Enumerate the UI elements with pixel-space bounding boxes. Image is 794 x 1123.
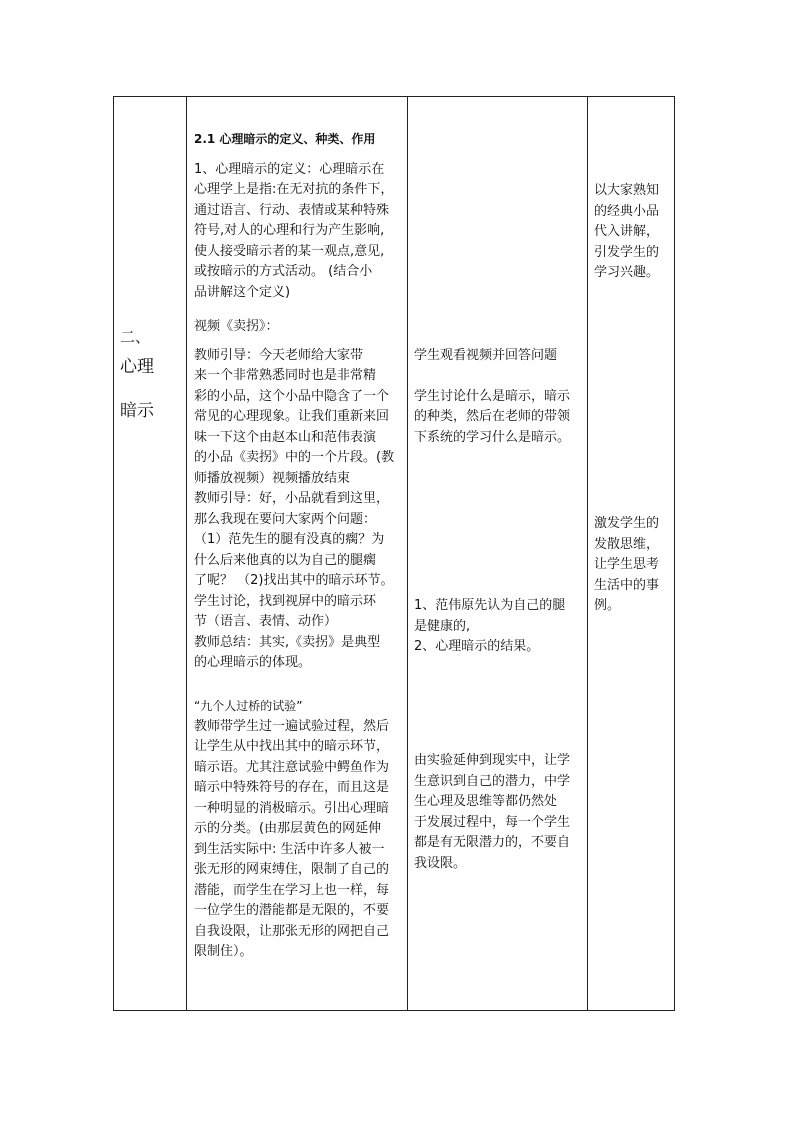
definition-line: 通过语言、行动、表情或某种特殊: [194, 203, 390, 218]
guide-line: （1）范先生的腿有没真的瘸？为: [194, 532, 385, 547]
definition-line: 心理学上是指:在无对抗的条件下，: [194, 182, 394, 197]
guide-line: 什么后来他真的以为自己的腿瘸: [194, 553, 377, 568]
student-extend-line: 我设限。: [414, 856, 467, 871]
guide-line: 学生讨论，找到视屏中的暗示环: [194, 594, 377, 609]
guide-line: 的心理暗示的体现。: [194, 655, 312, 670]
student-discuss-line: 学生讨论什么是暗示，暗示: [414, 389, 571, 404]
guide-line: 了呢？ （2)找出其中的暗示环节。: [194, 573, 394, 588]
experiment-title: “九个人过桥的试验”: [194, 699, 303, 713]
guide-line: 教师总结：其实,《卖拐》是典型: [194, 635, 381, 650]
section-number: 二、: [120, 328, 151, 346]
intent-line: 的经典小品: [594, 204, 660, 219]
definition-line: 或按暗示的方式活动。 (结合小: [194, 264, 373, 279]
experiment-line: 暗示语。尤其注意试验中鳄鱼作为: [194, 760, 390, 775]
intent-line: 代入讲解，: [594, 224, 660, 239]
student-answer-line: 1、范伟原先认为自己的腿: [414, 598, 566, 613]
content-heading: 2.1 心理暗示的定义、种类、作用: [194, 132, 376, 146]
column-divider: [186, 97, 187, 1010]
intent-line: 学习兴趣。: [594, 265, 660, 280]
student-extend-line: 都是有无限潜力的，不要自: [414, 835, 571, 850]
intent-line: 例。: [594, 598, 621, 613]
definition-line: 符号,对人的心理和行为产生影响,: [194, 223, 385, 238]
student-answer-line: 是健康的,: [414, 619, 471, 634]
video-title: 视频《卖拐》：: [194, 319, 279, 334]
experiment-line: 一位学生的潜能都是无限的，不要: [194, 903, 390, 918]
section-title-line1: 心理: [120, 357, 154, 377]
experiment-line: 自我设限，让那张无形的网把自己: [194, 924, 390, 939]
experiment-line: 暗示中特殊符号的存在，而且这是: [194, 780, 390, 795]
student-extend-line: 于发展过程中，每一个学生: [414, 815, 571, 830]
definition-line: 1、心理暗示的定义：心理暗示在: [194, 162, 385, 177]
student-watch: 学生观看视频并回答问题: [414, 348, 558, 363]
student-answer-line: 2、心理暗示的结果。: [414, 639, 540, 654]
column-divider: [587, 97, 588, 1010]
guide-line: 师播放视频）视频播放结束: [194, 471, 351, 486]
student-extend-line: 生意识到自己的潜力，中学: [414, 774, 571, 789]
section-title-line2: 暗示: [120, 401, 154, 421]
guide-line: 彩的小品，这个小品中隐含了一个: [194, 389, 390, 404]
intent-line: 激发学生的: [594, 516, 660, 531]
guide-line: 教师引导：好，小品就看到这里，: [194, 491, 390, 506]
experiment-line: 一种明显的消极暗示。引出心理暗: [194, 801, 390, 816]
definition-line: 使人接受暗示者的某一观点,意见,: [194, 244, 385, 259]
student-discuss-line: 下系统的学习什么是暗示。: [414, 430, 571, 445]
guide-line: 的小品《卖拐》中的一个片段。(教: [194, 450, 395, 465]
intent-line: 让学生思考: [594, 557, 660, 572]
experiment-line: 限制住）。: [194, 944, 253, 959]
guide-line: 味一下这个由赵本山和范伟表演: [194, 430, 377, 445]
intent-line: 引发学生的: [594, 245, 660, 260]
experiment-line: 示的分类。(由那层黄色的网延伸: [194, 821, 382, 836]
guide-line: 来一个非常熟悉同时也是非常精: [194, 368, 377, 383]
intent-line: 发散思维，: [594, 537, 660, 552]
student-extend-line: 由实验延伸到现实中，让学: [414, 753, 571, 768]
intent-line: 生活中的事: [594, 578, 660, 593]
column-divider: [407, 97, 408, 1010]
definition-line: 品讲解这个定义): [194, 285, 291, 300]
experiment-line: 教师带学生过一遍试验过程，然后: [194, 719, 390, 734]
student-extend-line: 生心理及思维等都仍然处: [414, 794, 558, 809]
guide-line: 教师引导：今天老师给大家带: [194, 348, 364, 363]
experiment-line: 潜能，而学生在学习上也一样，每: [194, 883, 390, 898]
student-discuss-line: 的种类，然后在老师的带领: [414, 409, 571, 424]
experiment-line: 张无形的网束缚住，限制了自己的: [194, 862, 390, 877]
intent-line: 以大家熟知: [594, 183, 660, 198]
experiment-line: 让学生从中找出其中的暗示环节，: [194, 739, 390, 754]
guide-line: 节（语言、表情、动作）: [194, 614, 338, 629]
experiment-line: 到生活实际中: 生活中许多人被一: [194, 842, 385, 857]
guide-line: 那么我现在要问大家两个问题：: [194, 512, 377, 527]
guide-line: 常见的心理现象。让我们重新来回: [194, 409, 390, 424]
